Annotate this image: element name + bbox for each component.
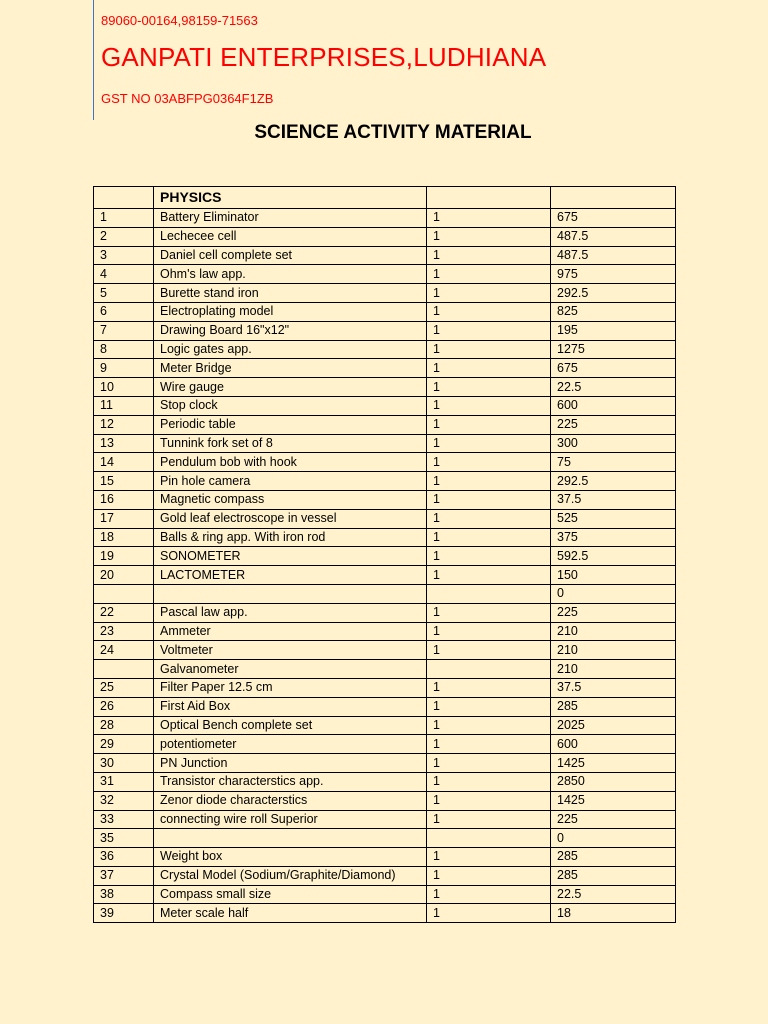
cell-qty: 1 (427, 566, 551, 585)
cell-sno: 12 (94, 415, 154, 434)
cell-price: 675 (551, 359, 676, 378)
cell-sno: 32 (94, 791, 154, 810)
cell-item (154, 829, 427, 848)
table-header-row (94, 187, 676, 209)
cell-price: 150 (551, 566, 676, 585)
cell-item: PN Junction (154, 754, 427, 773)
cell-qty (427, 584, 551, 603)
cell-price: 825 (551, 302, 676, 321)
cell-sno: 14 (94, 453, 154, 472)
cell-qty: 1 (427, 622, 551, 641)
cell-sno: 15 (94, 472, 154, 491)
cell-sno: 20 (94, 566, 154, 585)
items-table (93, 186, 676, 923)
cell-item: Compass small size (154, 885, 427, 904)
cell-qty: 1 (427, 434, 551, 453)
cell-qty (427, 829, 551, 848)
cell-sno: 23 (94, 622, 154, 641)
cell-price: 525 (551, 509, 676, 528)
cell-sno: 2 (94, 227, 154, 246)
cell-item: Crystal Model (Sodium/Graphite/Diamond) (154, 866, 427, 885)
table-row (94, 603, 676, 622)
cell-item: Drawing Board 16"x12" (154, 321, 427, 340)
margin-line (93, 0, 94, 120)
cell-price: 0 (551, 584, 676, 603)
cell-qty: 1 (427, 472, 551, 491)
table-row (94, 622, 676, 641)
cell-item: Tunnink fork set of 8 (154, 434, 427, 453)
cell-qty: 1 (427, 453, 551, 472)
table-row (94, 791, 676, 810)
header-cell-sno (94, 187, 154, 209)
cell-item: SONOMETER (154, 547, 427, 566)
gst-number: GST NO 03ABFPG0364F1ZB (101, 91, 274, 106)
cell-qty: 1 (427, 302, 551, 321)
cell-sno: 13 (94, 434, 154, 453)
cell-sno: 24 (94, 641, 154, 660)
cell-sno: 19 (94, 547, 154, 566)
cell-qty: 1 (427, 396, 551, 415)
cell-item: Pin hole camera (154, 472, 427, 491)
cell-price: 75 (551, 453, 676, 472)
cell-qty: 1 (427, 603, 551, 622)
cell-sno: 26 (94, 697, 154, 716)
table-row (94, 885, 676, 904)
cell-sno: 9 (94, 359, 154, 378)
cell-item: LACTOMETER (154, 566, 427, 585)
cell-price: 600 (551, 396, 676, 415)
cell-qty: 1 (427, 641, 551, 660)
cell-item: Weight box (154, 848, 427, 867)
cell-qty: 1 (427, 791, 551, 810)
cell-qty: 1 (427, 885, 551, 904)
cell-sno: 11 (94, 396, 154, 415)
cell-price: 225 (551, 415, 676, 434)
table-row (94, 453, 676, 472)
cell-sno: 4 (94, 265, 154, 284)
table-row (94, 209, 676, 228)
cell-item: Magnetic compass (154, 490, 427, 509)
cell-item: Gold leaf electroscope in vessel (154, 509, 427, 528)
table-row (94, 434, 676, 453)
table-row (94, 227, 676, 246)
cell-item: Galvanometer (154, 660, 427, 679)
table-row (94, 904, 676, 923)
cell-item: Electroplating model (154, 302, 427, 321)
document-title: SCIENCE ACTIVITY MATERIAL (254, 122, 532, 143)
cell-item: Pascal law app. (154, 603, 427, 622)
company-name: GANPATI ENTERPRISES,LUDHIANA (101, 42, 547, 72)
cell-sno: 5 (94, 284, 154, 303)
cell-price: 210 (551, 641, 676, 660)
cell-price: 285 (551, 848, 676, 867)
table-row (94, 697, 676, 716)
cell-item: Zenor diode characterstics (154, 791, 427, 810)
cell-price: 195 (551, 321, 676, 340)
cell-price: 1425 (551, 791, 676, 810)
table-row (94, 829, 676, 848)
table-row (94, 866, 676, 885)
cell-item: Voltmeter (154, 641, 427, 660)
cell-qty: 1 (427, 866, 551, 885)
table-row (94, 735, 676, 754)
cell-item: Stop clock (154, 396, 427, 415)
cell-sno: 30 (94, 754, 154, 773)
table-row (94, 584, 676, 603)
cell-qty: 1 (427, 415, 551, 434)
table-row (94, 754, 676, 773)
table-row (94, 641, 676, 660)
cell-price: 22.5 (551, 378, 676, 397)
cell-qty: 1 (427, 490, 551, 509)
cell-price: 1275 (551, 340, 676, 359)
cell-item: Burette stand iron (154, 284, 427, 303)
cell-sno: 28 (94, 716, 154, 735)
table-row (94, 772, 676, 791)
header-cell-qty (427, 187, 551, 209)
table-row (94, 472, 676, 491)
cell-item: Balls & ring app. With iron rod (154, 528, 427, 547)
table-row (94, 678, 676, 697)
cell-price: 225 (551, 810, 676, 829)
cell-qty: 1 (427, 321, 551, 340)
cell-price: 292.5 (551, 472, 676, 491)
cell-price: 300 (551, 434, 676, 453)
cell-qty: 1 (427, 227, 551, 246)
cell-price: 592.5 (551, 547, 676, 566)
cell-item: Optical Bench complete set (154, 716, 427, 735)
cell-price: 2850 (551, 772, 676, 791)
cell-qty: 1 (427, 810, 551, 829)
table-row (94, 396, 676, 415)
cell-price: 675 (551, 209, 676, 228)
cell-qty: 1 (427, 509, 551, 528)
cell-sno: 37 (94, 866, 154, 885)
cell-sno: 6 (94, 302, 154, 321)
table-row (94, 490, 676, 509)
cell-item: connecting wire roll Superior (154, 810, 427, 829)
cell-item: Meter Bridge (154, 359, 427, 378)
cell-qty (427, 660, 551, 679)
cell-price: 600 (551, 735, 676, 754)
cell-price: 225 (551, 603, 676, 622)
cell-sno: 33 (94, 810, 154, 829)
cell-sno: 25 (94, 678, 154, 697)
cell-item: Ammeter (154, 622, 427, 641)
cell-price: 285 (551, 866, 676, 885)
table-row (94, 528, 676, 547)
header-cell-price (551, 187, 676, 209)
cell-item: Pendulum bob with hook (154, 453, 427, 472)
cell-sno: 31 (94, 772, 154, 791)
cell-qty: 1 (427, 547, 551, 566)
cell-item: Battery Eliminator (154, 209, 427, 228)
table-row (94, 810, 676, 829)
cell-qty: 1 (427, 340, 551, 359)
cell-sno: 38 (94, 885, 154, 904)
cell-qty: 1 (427, 735, 551, 754)
cell-price: 22.5 (551, 885, 676, 904)
cell-qty: 1 (427, 209, 551, 228)
cell-price: 1425 (551, 754, 676, 773)
cell-sno: 29 (94, 735, 154, 754)
cell-price: 285 (551, 697, 676, 716)
cell-qty: 1 (427, 678, 551, 697)
cell-item: Ohm's law app. (154, 265, 427, 284)
cell-item: Periodic table (154, 415, 427, 434)
cell-sno: 35 (94, 829, 154, 848)
cell-price: 0 (551, 829, 676, 848)
cell-sno: 3 (94, 246, 154, 265)
cell-sno: 1 (94, 209, 154, 228)
cell-price: 210 (551, 660, 676, 679)
cell-qty: 1 (427, 904, 551, 923)
table-row (94, 378, 676, 397)
cell-sno: 8 (94, 340, 154, 359)
table-row (94, 340, 676, 359)
cell-item: Filter Paper 12.5 cm (154, 678, 427, 697)
cell-price: 37.5 (551, 678, 676, 697)
cell-sno: 39 (94, 904, 154, 923)
cell-sno (94, 584, 154, 603)
cell-price: 37.5 (551, 490, 676, 509)
cell-price: 487.5 (551, 227, 676, 246)
section-title: PHYSICS (154, 187, 427, 209)
table-row (94, 302, 676, 321)
cell-item: Transistor characterstics app. (154, 772, 427, 791)
cell-item: Daniel cell complete set (154, 246, 427, 265)
cell-sno: 36 (94, 848, 154, 867)
cell-item: Lechecee cell (154, 227, 427, 246)
table-row (94, 660, 676, 679)
cell-price: 975 (551, 265, 676, 284)
table-row (94, 359, 676, 378)
cell-qty: 1 (427, 265, 551, 284)
table-row (94, 265, 676, 284)
cell-price: 375 (551, 528, 676, 547)
table-row (94, 716, 676, 735)
cell-item: Wire gauge (154, 378, 427, 397)
cell-sno: 10 (94, 378, 154, 397)
cell-price: 487.5 (551, 246, 676, 265)
cell-sno: 16 (94, 490, 154, 509)
cell-qty: 1 (427, 697, 551, 716)
table-row (94, 547, 676, 566)
cell-item (154, 584, 427, 603)
cell-qty: 1 (427, 284, 551, 303)
cell-qty: 1 (427, 528, 551, 547)
cell-sno (94, 660, 154, 679)
cell-qty: 1 (427, 359, 551, 378)
cell-sno: 22 (94, 603, 154, 622)
table-row (94, 566, 676, 585)
table-row (94, 284, 676, 303)
cell-qty: 1 (427, 246, 551, 265)
cell-price: 18 (551, 904, 676, 923)
cell-qty: 1 (427, 716, 551, 735)
table-row (94, 848, 676, 867)
table-row (94, 321, 676, 340)
cell-sno: 7 (94, 321, 154, 340)
table-row (94, 509, 676, 528)
table-row (94, 415, 676, 434)
cell-sno: 17 (94, 509, 154, 528)
phone-numbers: 89060-00164,98159-71563 (101, 13, 258, 28)
cell-item: First Aid Box (154, 697, 427, 716)
cell-price: 2025 (551, 716, 676, 735)
table-row (94, 246, 676, 265)
cell-item: Meter scale half (154, 904, 427, 923)
cell-price: 292.5 (551, 284, 676, 303)
cell-price: 210 (551, 622, 676, 641)
cell-qty: 1 (427, 754, 551, 773)
cell-sno: 18 (94, 528, 154, 547)
cell-qty: 1 (427, 378, 551, 397)
cell-item: potentiometer (154, 735, 427, 754)
cell-item: Logic gates app. (154, 340, 427, 359)
cell-qty: 1 (427, 772, 551, 791)
cell-qty: 1 (427, 848, 551, 867)
